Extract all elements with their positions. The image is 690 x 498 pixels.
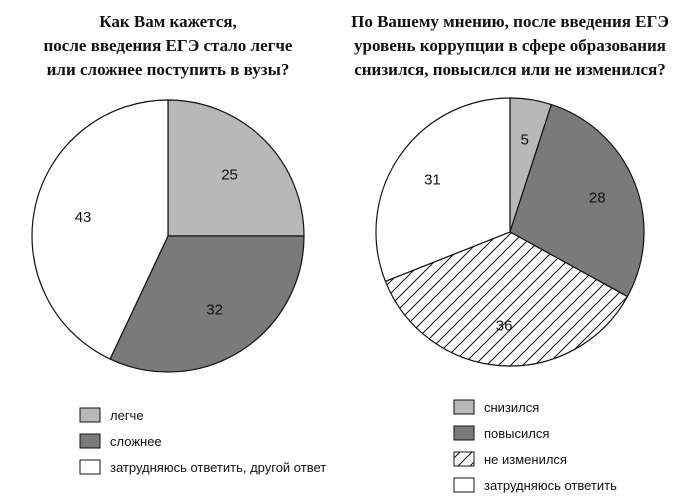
left-legend [80,408,326,475]
legend-swatch [80,434,100,448]
right-legend [454,400,617,493]
legend-label: не изменился [484,452,567,467]
right-chart-title-line-1: По Вашему мнению, после введения ЕГЭ [351,12,669,31]
slice-value-label: 32 [206,301,223,319]
legend-label: легче [110,408,144,423]
right-pie [376,98,644,366]
left-chart-title-line-1: Как Вам кажется, [99,12,237,31]
slice-value-label: 25 [221,166,238,184]
left-chart-title-line-2: после введения ЕГЭ стало легче [43,36,293,55]
legend-swatch [454,478,474,492]
slice-value-label: 43 [74,209,92,227]
left-chart [32,12,326,475]
slice-value-label: 5 [520,131,529,149]
legend-swatch [454,426,474,440]
legend-swatch [80,460,100,474]
left-pie [32,100,304,372]
right-chart-title-line-2: уровень коррупции в сфере образования [353,36,667,55]
legend-label: повысился [484,426,550,441]
legend-label: затрудняюсь ответить [484,478,617,493]
right-chart [351,12,669,493]
slice-value-label: 28 [588,189,606,207]
legend-label: затрудняюсь ответить, другой ответ [110,460,327,475]
right-chart-title-line-3: снизился, повысился или не изменился? [354,60,666,79]
legend-label: снизился [484,400,540,415]
legend-swatch [454,400,474,414]
slice-value-label: 36 [495,317,513,335]
legend-swatch [80,408,100,422]
slice-value-label: 31 [424,171,441,189]
legend-swatch [454,452,474,466]
legend-label: сложнее [110,434,162,449]
left-chart-title-line-3: или сложнее поступить в вузы? [46,60,290,79]
